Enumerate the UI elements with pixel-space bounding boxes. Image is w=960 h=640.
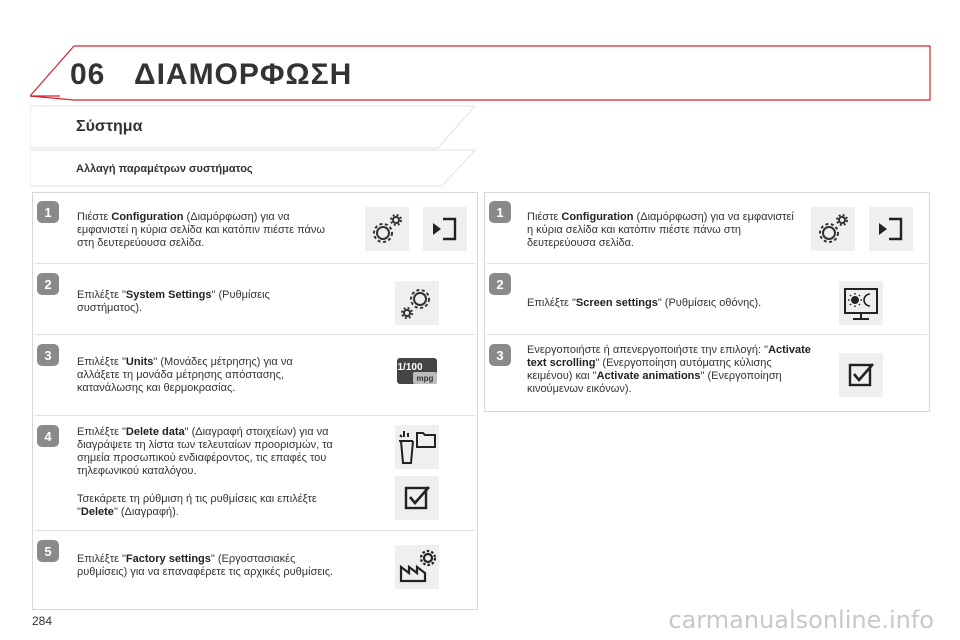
screen-settings-button[interactable] <box>839 281 883 325</box>
svg-text:1/100: 1/100 <box>397 362 423 373</box>
chapter-title: ΔΙΑΜΟΡΦΩΣΗ <box>134 58 353 91</box>
configuration-button[interactable] <box>365 207 409 251</box>
step-badge-2 <box>37 273 59 295</box>
right-step-2-text: Επιλέξτε "Screen settings" (Ρυθμίσεις οθόνης). <box>527 297 762 309</box>
gear-cog-icon <box>365 207 409 251</box>
screen-brightness-icon <box>839 281 883 325</box>
trash-folder-icon <box>395 425 439 469</box>
activate-options-checkbox[interactable] <box>839 353 883 397</box>
settings-gear-icon <box>395 281 439 325</box>
chapter-number: 06 <box>70 58 106 91</box>
checkbox-checked-icon <box>839 353 883 397</box>
svg-text:1: 1 <box>44 205 52 220</box>
page-arrow-icon <box>869 207 913 251</box>
gear-cog-icon <box>811 207 855 251</box>
svg-text:2: 2 <box>496 277 504 292</box>
svg-text:3: 3 <box>496 348 504 363</box>
svg-text:1: 1 <box>496 205 504 220</box>
section-subtitle: Αλλαγή παραμέτρων συστήματος <box>76 163 253 175</box>
right-step-badge-3 <box>489 344 511 366</box>
left-step-4-extra-text: Τσεκάρετε τη ρύθμιση ή τις ρυθμίσεις και επιλέξτε "Delete" (Διαγραφή). <box>77 493 317 518</box>
factory-settings-button[interactable] <box>395 545 439 589</box>
secondary-page-button[interactable] <box>423 207 467 251</box>
system-settings-button[interactable] <box>395 281 439 325</box>
units-mpg-icon <box>395 348 439 392</box>
step-badge-5 <box>37 540 59 562</box>
delete-confirm-checkbox[interactable] <box>395 476 439 520</box>
watermark: carmanualsonline.info <box>668 606 934 634</box>
left-step-5-text: Επιλέξτε "Factory settings" (Εργοστασιακές ρυθμίσεις) για να επαναφέρετε τις αρχικές ρυθμίσεις. <box>77 553 334 578</box>
left-step-2-text: Επιλέξτε "System Settings" (Ρυθμίσεις συστήματος). <box>77 289 270 314</box>
units-button[interactable] <box>395 348 439 392</box>
svg-text:5: 5 <box>44 544 52 559</box>
right-step-3-text: Ενεργοποιήστε ή απενεργοποιήστε την επιλογή: "Activate text scrolling" (Ενεργοποίηση αυτόματης κύλισης κειμένου) και "Activate animations" (Ενεργοποίηση κινούμενων εικόνων). <box>527 344 811 395</box>
left-step-3-text: Επιλέξτε "Units" (Μονάδες μέτρησης) για να αλλάξετε τη μονάδα μέτρησης απόστασης, κατανάλωσης και θερμοκρασίας. <box>77 356 293 394</box>
right-step-1-text: Πιέστε Configuration (Διαμόρφωση) για να εμφανιστεί η κύρια σελίδα και κατόπιν πιέστε πάνω στη δευτερεύουσα σελίδα. <box>527 211 794 249</box>
right-step-badge-1 <box>489 201 511 223</box>
page-arrow-icon <box>423 207 467 251</box>
section-title: Σύστημα <box>76 118 143 135</box>
page-number: 284 <box>32 614 53 628</box>
right-configuration-button[interactable] <box>811 207 855 251</box>
svg-text:3: 3 <box>44 348 52 363</box>
delete-data-button[interactable] <box>395 425 439 469</box>
left-step-4-text: Επιλέξτε "Delete data" (Διαγραφή στοιχείων) για να διαγράψετε τη λίστα των τελευταίων προορισμών, τα σημεία προσωπικού ενδιαφέροντος, τις επαφές του τηλεφωνικού καταλόγου. <box>77 426 333 477</box>
right-secondary-page-button[interactable] <box>869 207 913 251</box>
svg-text:4: 4 <box>44 429 52 444</box>
svg-text:mpg: mpg <box>416 374 434 383</box>
checkbox-checked-icon <box>395 476 439 520</box>
right-steps-panel <box>484 192 930 412</box>
left-step-1-text: Πιέστε Configuration (Διαμόρφωση) για να εμφανιστεί η κύρια σελίδα και κατόπιν πιέστε πάνω στη δευτερεύουσα σελίδα. <box>77 211 325 249</box>
svg-text:2: 2 <box>44 277 52 292</box>
step-badge-3 <box>37 344 59 366</box>
factory-reset-icon <box>395 545 439 589</box>
step-badge-1 <box>37 201 59 223</box>
step-badge-4 <box>37 425 59 447</box>
right-step-badge-2 <box>489 273 511 295</box>
left-steps-panel <box>32 192 478 610</box>
